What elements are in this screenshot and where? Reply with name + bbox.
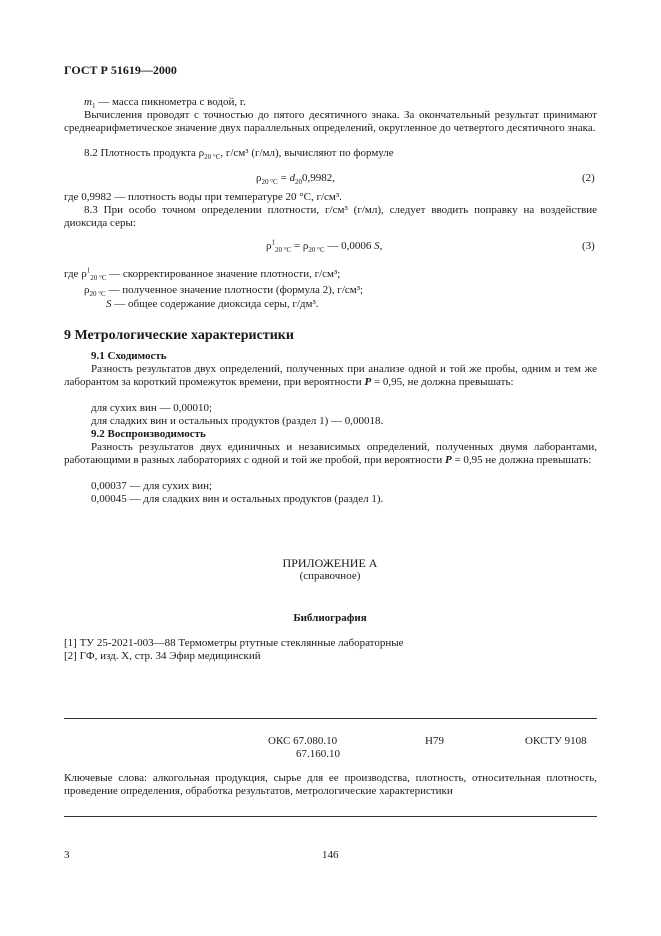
bibliography-ref-2: [2] ГФ, изд. X, стр. 34 Эфир медицинский: [64, 650, 261, 662]
page-number: 146: [322, 849, 339, 861]
section-9-title: 9 Метрологические характеристики: [64, 328, 294, 343]
top-divider: [64, 718, 597, 719]
repeatability-sweet-wines: для сладких вин и остальных продуктов (раздел 1) — 0,00018.: [91, 415, 384, 427]
bibliography-title: Библиография: [293, 612, 367, 624]
okstu-code: ОКСТУ 9108: [525, 735, 587, 747]
formula-2-number: (2): [582, 172, 595, 184]
calc-precision-paragraph: Вычисления проводят с точностью до пятого десятичного знака. За окончательный результат принимают среднеарифметическое значение двух параллельных определений, округленное до четвертого десятичного знака.: [64, 109, 597, 134]
appendix-subtitle: (справочное): [299, 570, 361, 582]
oks-code-1: ОКС 67.080.10: [268, 735, 338, 747]
bottom-divider: [64, 816, 597, 817]
appendix-title: ПРИЛОЖЕНИЕ А: [282, 556, 378, 570]
reproducibility-dry-wines: 0,00037 — для сухих вин;: [91, 480, 213, 492]
water-density-note: где 0,9982 — плотность воды при температуре 20 °С, г/см³.: [64, 191, 342, 203]
m1-definition: $m_1$ — масса пикнометра с водой, г.: [84, 96, 246, 111]
subsection-9-2-title: 9.2 Воспроизводимость: [91, 428, 206, 440]
document-header: ГОСТ Р 51619—2000: [64, 63, 177, 77]
reproducibility-sweet-wines: 0,00045 — для сладких вин и остальных продуктов (раздел 1).: [91, 493, 384, 505]
formula-3: $\rho^1_{20 ^\circ C} = \rho_{20 ^\circ C}$ — 0,0006 S,: [266, 238, 383, 255]
oks-code-2: 67.160.10: [296, 748, 340, 760]
formula-2: $\rho_{20 ^\circ C} = d_{20}0,9982$,: [256, 172, 335, 187]
clause-8-2: 8.2 Плотность продукта $\rho_{20 ^\circ C}$, г/см³ (г/мл), вычисляют по формуле: [84, 147, 394, 162]
classification-code: Н79: [425, 735, 444, 747]
bibliography-ref-1: [1] ТУ 25-2021-003—88 Термометры ртутные стеклянные лабораторные: [64, 637, 404, 649]
keywords: Ключевые слова: алкогольная продукция, сырье для ее производства, плотность, относительная плотность, проведение определения, обработка результатов, метрологические характеристики: [64, 772, 597, 797]
subsection-9-1-title: 9.1 Сходимость: [91, 350, 167, 362]
subsection-9-1-text: Разность результатов двух определений, полученных при анализе одной и той же пробы, одним и тем же лаборантом за короткий промежуток времени, при вероятности P = 0,95, не должна превышать:: [64, 363, 597, 388]
where-sulfur-dioxide: S — общее содержание диоксида серы, г/дм³.: [106, 298, 319, 310]
subsection-9-2-text: Разность результатов двух единичных и независимых определений, полученных двумя лаборантами, работающими в разных лабораториях с одной и той же пробой, при вероятности P = 0,95 не должна превышать:: [64, 441, 597, 466]
repeatability-dry-wines: для сухих вин — 0,00010;: [91, 402, 213, 414]
footer-left-number: 3: [64, 849, 70, 861]
formula-3-number: (3): [582, 240, 595, 252]
where-corrected-density: где $\rho^1_{20 ^\circ C}$ — скорректированное значение плотности, г/см³;: [64, 266, 341, 283]
clause-8-3: 8.3 При особо точном определении плотности, г/см³ (г/мл), следует вводить поправку на воздействие диоксида серы:: [64, 204, 597, 229]
where-obtained-density: $\rho_{20 ^\circ C}$ — полученное значение плотности (формула 2), г/см³;: [84, 284, 364, 299]
